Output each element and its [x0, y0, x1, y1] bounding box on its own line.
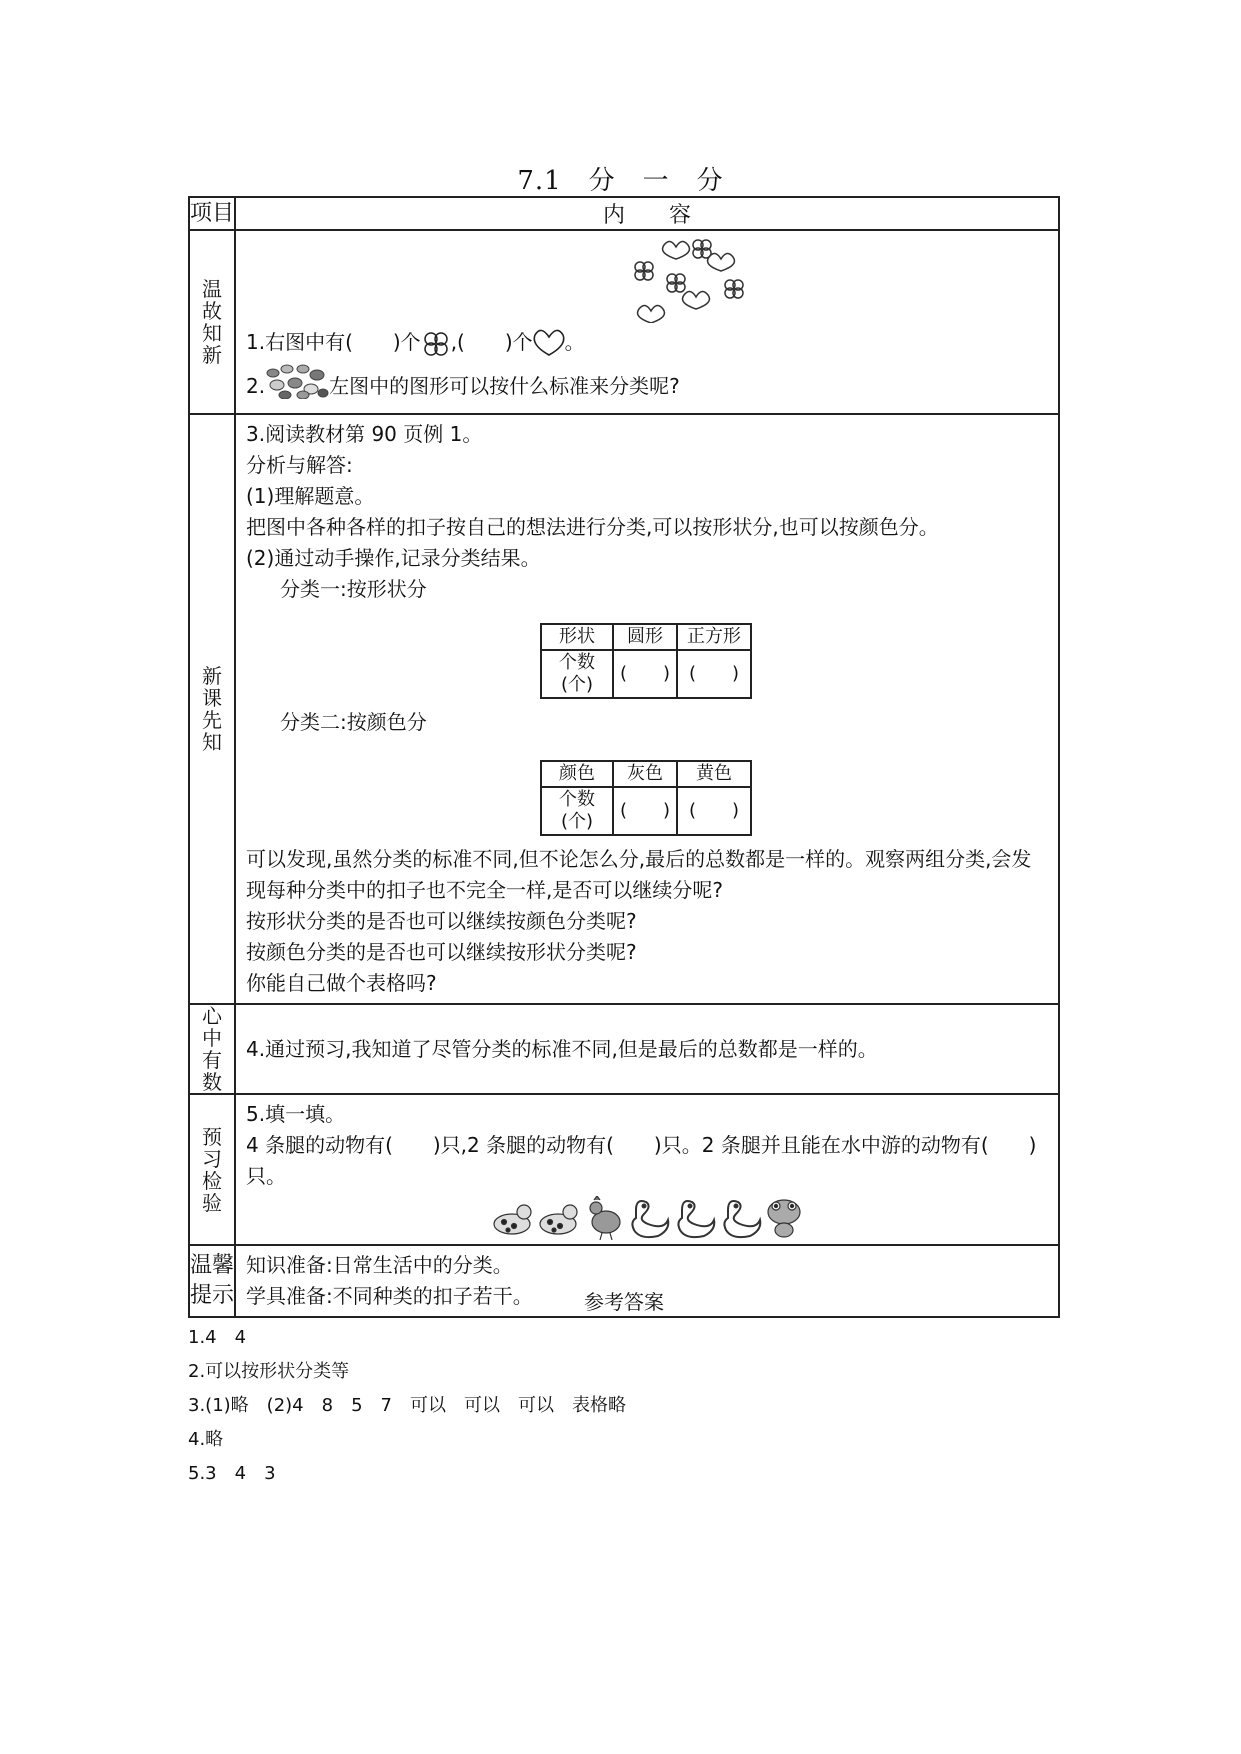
text-line: 按形状分类的是否也可以继续按颜色分类呢?: [246, 909, 637, 933]
text-line: 可以发现,虽然分类的标准不同,但不论怎么分,最后的总数都是一样的。观察两组分类,会发现每种分类中的扣子也不完全一样,是否可以继续分呢?: [246, 847, 1032, 902]
answer-key-title: 参考答案: [584, 1290, 664, 1314]
q1-text-b: ,( )个: [450, 330, 533, 354]
table-cell: 圆形: [613, 624, 677, 650]
section-label: 新课先知: [189, 414, 235, 1004]
animals-figure: [490, 1196, 810, 1240]
answer-blank[interactable]: ( ): [677, 650, 751, 698]
question-1: [246, 327, 585, 359]
answer-line: 2.可以按形状分类等: [188, 1361, 350, 1382]
section-content: [235, 1004, 1059, 1094]
text-line: 把图中各种各样的扣子按自己的想法进行分类,可以按形状分,也可以按颜色分。: [246, 515, 939, 539]
answer-line: 1.4 4: [188, 1327, 247, 1348]
text-line: 5.填一填。: [246, 1102, 346, 1126]
section-label: 预习检验: [189, 1094, 235, 1245]
q1-text-a: 1.右图中有( )个: [246, 330, 421, 354]
section-summary: [189, 1004, 1059, 1094]
section-review: [189, 230, 1059, 414]
answer-line: 5.3 4 3: [188, 1463, 276, 1484]
section-label: 心中有数: [189, 1004, 235, 1094]
q2-number: 2.: [246, 374, 266, 398]
section-preview-check: [189, 1094, 1059, 1245]
lesson-table: [188, 196, 1060, 1318]
table-cell: 个数(个): [541, 787, 613, 835]
table-cell: 形状: [541, 624, 613, 650]
text-line: 学具准备:不同种类的扣子若干。: [246, 1284, 533, 1308]
text-line: 4.通过预习,我知道了尽管分类的标准不同,但是最后的总数都是一样的。: [246, 1036, 878, 1061]
section-new-lesson: [189, 414, 1059, 1004]
text-line: 分析与解答:: [246, 453, 353, 477]
answer-key: [188, 1286, 1060, 1497]
section-content: [235, 414, 1059, 1004]
shape-count-table: [540, 623, 752, 699]
buttons-figure: [265, 363, 329, 399]
answer-blank[interactable]: ( ): [613, 650, 677, 698]
header-content: 内 容: [235, 197, 1059, 230]
text-line: 按颜色分类的是否也可以继续按形状分类呢?: [246, 940, 637, 964]
q2-text: 左图中的图形可以按什么标准来分类呢?: [329, 374, 680, 398]
table-header-row: [189, 197, 1059, 230]
text-line: 分类二:按颜色分: [280, 710, 427, 734]
text-line: (1)理解题意。: [246, 484, 375, 508]
shapes-figure: [626, 233, 766, 323]
text-line: 分类一:按形状分: [280, 577, 427, 601]
heart-icon: [533, 329, 565, 359]
page-title: 7.1 分 一 分: [517, 166, 724, 196]
answer-blank[interactable]: ( ): [613, 787, 677, 835]
text-line: 3.阅读教材第 90 页例 1。: [246, 422, 483, 446]
q1-text-c: 。: [564, 330, 585, 354]
color-count-table: [540, 760, 752, 836]
table-cell: 黄色: [677, 761, 751, 787]
answer-line: 4.略: [188, 1429, 224, 1450]
answer-blank[interactable]: ( ): [677, 787, 751, 835]
text-line: 4 条腿的动物有( )只,2 条腿的动物有( )只。2 条腿并且能在水中游的动物有( )只。: [246, 1133, 1037, 1188]
answer-line: 3.(1)略 (2)4 8 5 7 可以 可以 可以 表格略: [188, 1395, 626, 1416]
table-cell: 个数(个): [541, 650, 613, 698]
text-line: 你能自己做个表格吗?: [246, 971, 437, 995]
header-item: 项目: [189, 197, 235, 230]
table-cell: 正方形: [677, 624, 751, 650]
table-cell: 颜色: [541, 761, 613, 787]
section-label: 温馨提示: [189, 1245, 235, 1317]
question-2: [246, 371, 680, 402]
section-content: [235, 230, 1059, 414]
text-line: (2)通过动手操作,记录分类结果。: [246, 546, 541, 570]
section-content: [235, 1094, 1059, 1245]
table-cell: 灰色: [613, 761, 677, 787]
text-line: 知识准备:日常生活中的分类。: [246, 1253, 513, 1277]
clover-icon: [421, 329, 451, 359]
section-label: 温故知新: [189, 230, 235, 414]
